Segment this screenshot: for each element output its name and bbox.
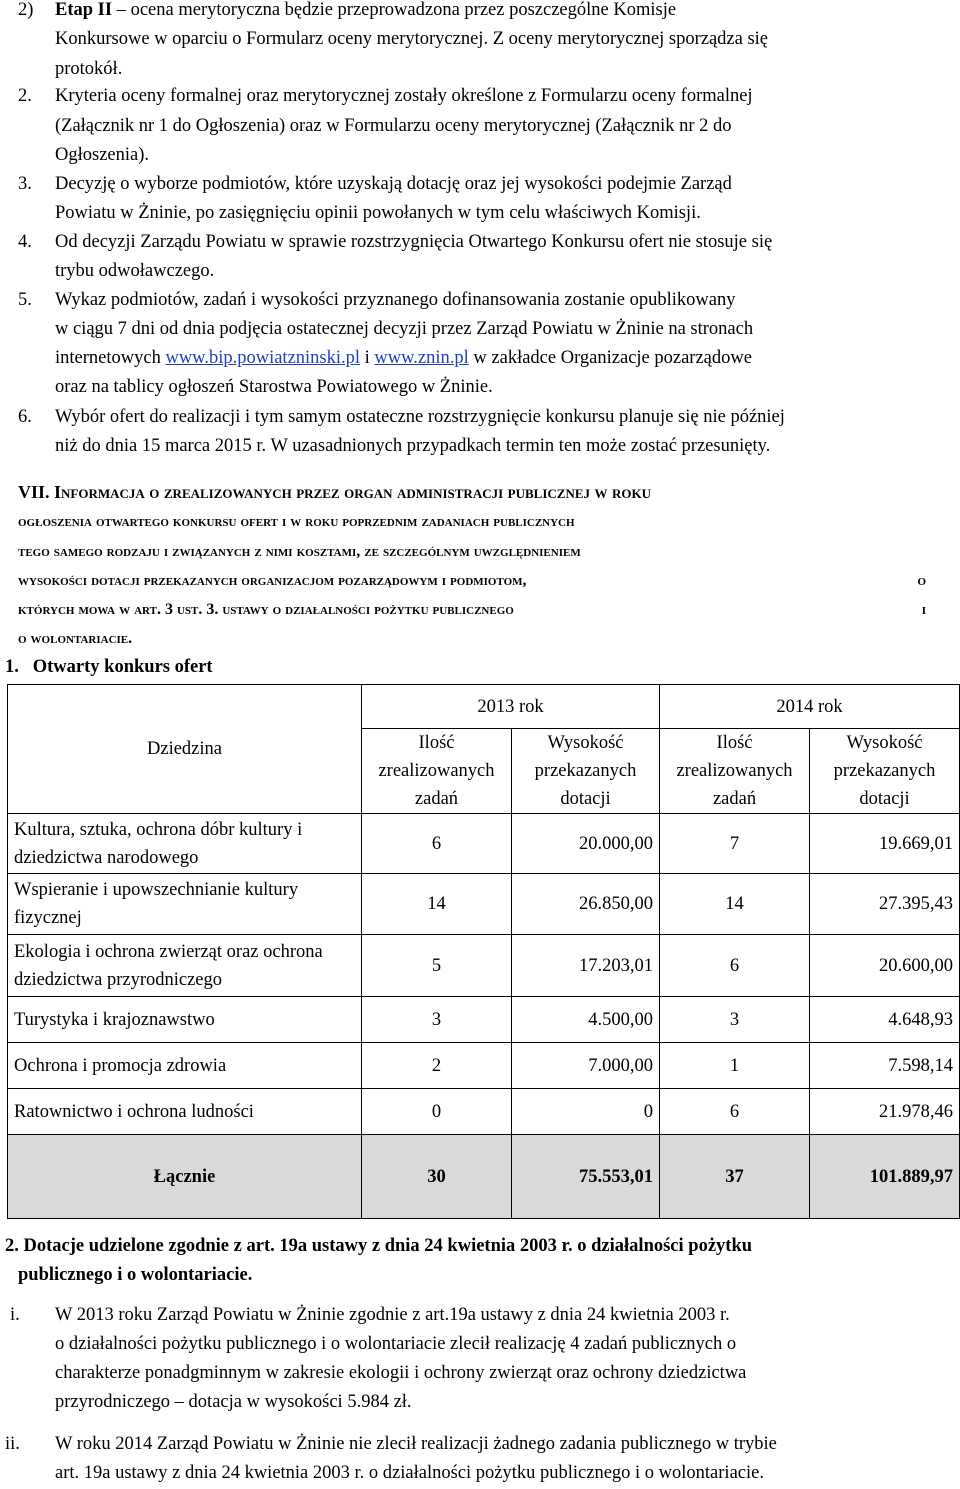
item-number: 3. [18, 174, 32, 194]
section-vii-heading: o wolontariacie. [18, 630, 133, 647]
item-line: art. 19a ustawy z dnia 24 kwietnia 2003 r. o działalności pożytku publicznego i o wolontariacie. [55, 1463, 764, 1483]
header-year-2013: 2013 rok [362, 685, 660, 729]
cell-amount-2013: 4.500,00 [512, 997, 660, 1043]
etap-ii-line: Konkursowe w oparciu o Formularz oceny merytorycznej. Z oceny merytorycznej sporządza się [55, 29, 769, 49]
row-label: Wspieranie i upowszechnianie kultury fizycznej [8, 874, 362, 935]
header-dziedzina: Dziedzina [8, 685, 362, 814]
total-label: Łącznie [8, 1135, 362, 1219]
item-number: 6. [18, 407, 32, 427]
item-line: Powiatu w Żninie, po zasięgnięciu opinii powołanych w tym celu właściwych Komisji. [55, 203, 701, 223]
table-total-row [8, 1135, 960, 1219]
header-amount-2014: Wysokość przekazanych dotacji [810, 729, 960, 814]
table-header-row [8, 685, 960, 729]
cell-amount-2014: 27.395,43 [810, 874, 960, 935]
table-row [8, 1043, 960, 1089]
item-line: Decyzję o wyborze podmiotów, które uzyskają dotację oraz jej wysokości podejmie Zarząd [55, 174, 732, 194]
total-count-2014: 37 [660, 1135, 810, 1219]
item-line: niż do dnia 15 marca 2015 r. W uzasadnionych przypadkach termin ten może zostać przesunięty. [55, 436, 771, 456]
item-line: Wykaz podmiotów, zadań i wysokości przyznanego dofinansowania zostanie opublikowany [55, 290, 736, 310]
item-line: Kryteria oceny formalnej oraz merytorycznej zostały określone z Formularzu oceny formalnej [55, 86, 753, 106]
item-number: 2. [18, 86, 32, 106]
subsection-title: publicznego i o wolontariacie. [18, 1265, 253, 1285]
cell-count-2013: 6 [362, 814, 512, 874]
cell-count-2013: 3 [362, 997, 512, 1043]
cell-count-2014: 1 [660, 1043, 810, 1089]
bip-link[interactable]: www.bip.powiatzninski.pl [165, 348, 361, 368]
cell-count-2014: 14 [660, 874, 810, 935]
header-count-2014: Ilość zrealizowanych zadań [660, 729, 810, 814]
header-amount-2013: Wysokość przekazanych dotacji [512, 729, 660, 814]
section-vii-heading: wysokości dotacji przekazanych organizacjom pozarządowym i podmiotom, o [18, 572, 926, 589]
total-count-2013: 30 [362, 1135, 512, 1219]
total-amount-2014: 101.889,97 [810, 1135, 960, 1219]
header-year-2014: 2014 rok [660, 685, 960, 729]
table-row [8, 814, 960, 874]
item-line: w ciągu 7 dni od dnia podjęcia ostatecznej decyzji przez Zarząd Powiatu w Żninie na stronach [55, 319, 754, 339]
item-line: oraz na tablicy ogłoszeń Starostwa Powiatowego w Żninie. [55, 377, 493, 397]
item-number: 5. [18, 290, 32, 310]
cell-count-2014: 6 [660, 935, 810, 997]
cell-count-2014: 7 [660, 814, 810, 874]
row-label: Ratownictwo i ochrona ludności [8, 1089, 362, 1135]
etap-ii-line: Etap II – ocena merytoryczna będzie przeprowadzona przez poszczególne Komisje [55, 0, 677, 20]
table-row [8, 1089, 960, 1135]
row-label: Ochrona i promocja zdrowia [8, 1043, 362, 1089]
cell-amount-2013: 20.000,00 [512, 814, 660, 874]
row-label: Turystyka i krajoznawstwo [8, 997, 362, 1043]
item-line: W 2013 roku Zarząd Powiatu w Żninie zgodnie z art.19a ustawy z dnia 24 kwietnia 2003 r. [55, 1305, 730, 1325]
subsection-title: 2. Dotacje udzielone zgodnie z art. 19a ustawy z dnia 24 kwietnia 2003 r. o działalności pożytku [5, 1236, 753, 1256]
section-vii-heading: VII. Informacja o zrealizowanych przez organ administracji publicznej w roku [18, 482, 651, 502]
cell-count-2013: 2 [362, 1043, 512, 1089]
etap-ii-line: protokół. [55, 59, 123, 79]
item-line: W roku 2014 Zarząd Powiatu w Żninie nie zlecił realizacji żadnego zadania publicznego w trybie [55, 1434, 777, 1454]
cell-amount-2013: 17.203,01 [512, 935, 660, 997]
section-vii-heading: tego samego rodzaju i związanych z nimi kosztami, ze szczególnym uwzględnieniem [18, 543, 581, 560]
subsection-title: 1. Otwarty konkurs ofert [5, 657, 213, 677]
section-vii-heading: których mowa w art. 3 ust. 3. ustawy o działalności pożytku publicznego i [18, 601, 926, 618]
item-line: o działalności pożytku publicznego i o wolontariacie zlecił realizację 4 zadań publicznych o [55, 1334, 737, 1354]
row-label: Ekologia i ochrona zwierząt oraz ochrona dziedzictwa przyrodniczego [8, 935, 362, 997]
item-line: Ogłoszenia). [55, 145, 150, 165]
cell-amount-2014: 4.648,93 [810, 997, 960, 1043]
item-number: i. [10, 1305, 20, 1325]
cell-count-2013: 0 [362, 1089, 512, 1135]
cell-amount-2014: 7.598,14 [810, 1043, 960, 1089]
item-line: charakterze ponadgminnym w zakresie ekologii i ochrony zwierząt oraz ochrony dziedzictwa [55, 1363, 747, 1383]
item-line: przyrodniczego – dotacja w wysokości 5.984 zł. [55, 1392, 412, 1412]
cell-count-2014: 6 [660, 1089, 810, 1135]
item-number: 2) [18, 0, 34, 20]
cell-amount-2013: 0 [512, 1089, 660, 1135]
cell-count-2013: 5 [362, 935, 512, 997]
table-row [8, 874, 960, 935]
table-row [8, 935, 960, 997]
cell-amount-2013: 7.000,00 [512, 1043, 660, 1089]
item-line: trybu odwoławczego. [55, 261, 215, 281]
cell-amount-2013: 26.850,00 [512, 874, 660, 935]
item-number: ii. [5, 1434, 20, 1454]
cell-amount-2014: 19.669,01 [810, 814, 960, 874]
item-line: Od decyzji Zarządu Powiatu w sprawie rozstrzygnięcia Otwartego Konkursu ofert nie stosuje się [55, 232, 773, 252]
header-count-2013: Ilość zrealizowanych zadań [362, 729, 512, 814]
item-number: 4. [18, 232, 32, 252]
item-line: (Załącznik nr 1 do Ogłoszenia) oraz w Formularzu oceny merytorycznej (Załącznik nr 2 do [55, 116, 732, 136]
cell-count-2013: 14 [362, 874, 512, 935]
table-row [8, 997, 960, 1043]
znin-link[interactable]: www.znin.pl [374, 348, 469, 368]
section-vii-heading: ogłoszenia otwartego konkursu ofert i w roku poprzednim zadaniach publicznych [18, 513, 575, 530]
item-line: internetowych www.bip.powiatzninski.pl i www.znin.pl w zakładce Organizacje pozarządowe [55, 348, 752, 368]
total-amount-2013: 75.553,01 [512, 1135, 660, 1219]
grants-table [7, 684, 960, 1219]
item-line: Wybór ofert do realizacji i tym samym ostateczne rozstrzygnięcie konkursu planuje się nie później [55, 407, 785, 427]
cell-amount-2014: 20.600,00 [810, 935, 960, 997]
etap-ii-label: Etap II [55, 0, 113, 20]
cell-amount-2014: 21.978,46 [810, 1089, 960, 1135]
cell-count-2014: 3 [660, 997, 810, 1043]
row-label: Kultura, sztuka, ochrona dóbr kultury i dziedzictwa narodowego [8, 814, 362, 874]
